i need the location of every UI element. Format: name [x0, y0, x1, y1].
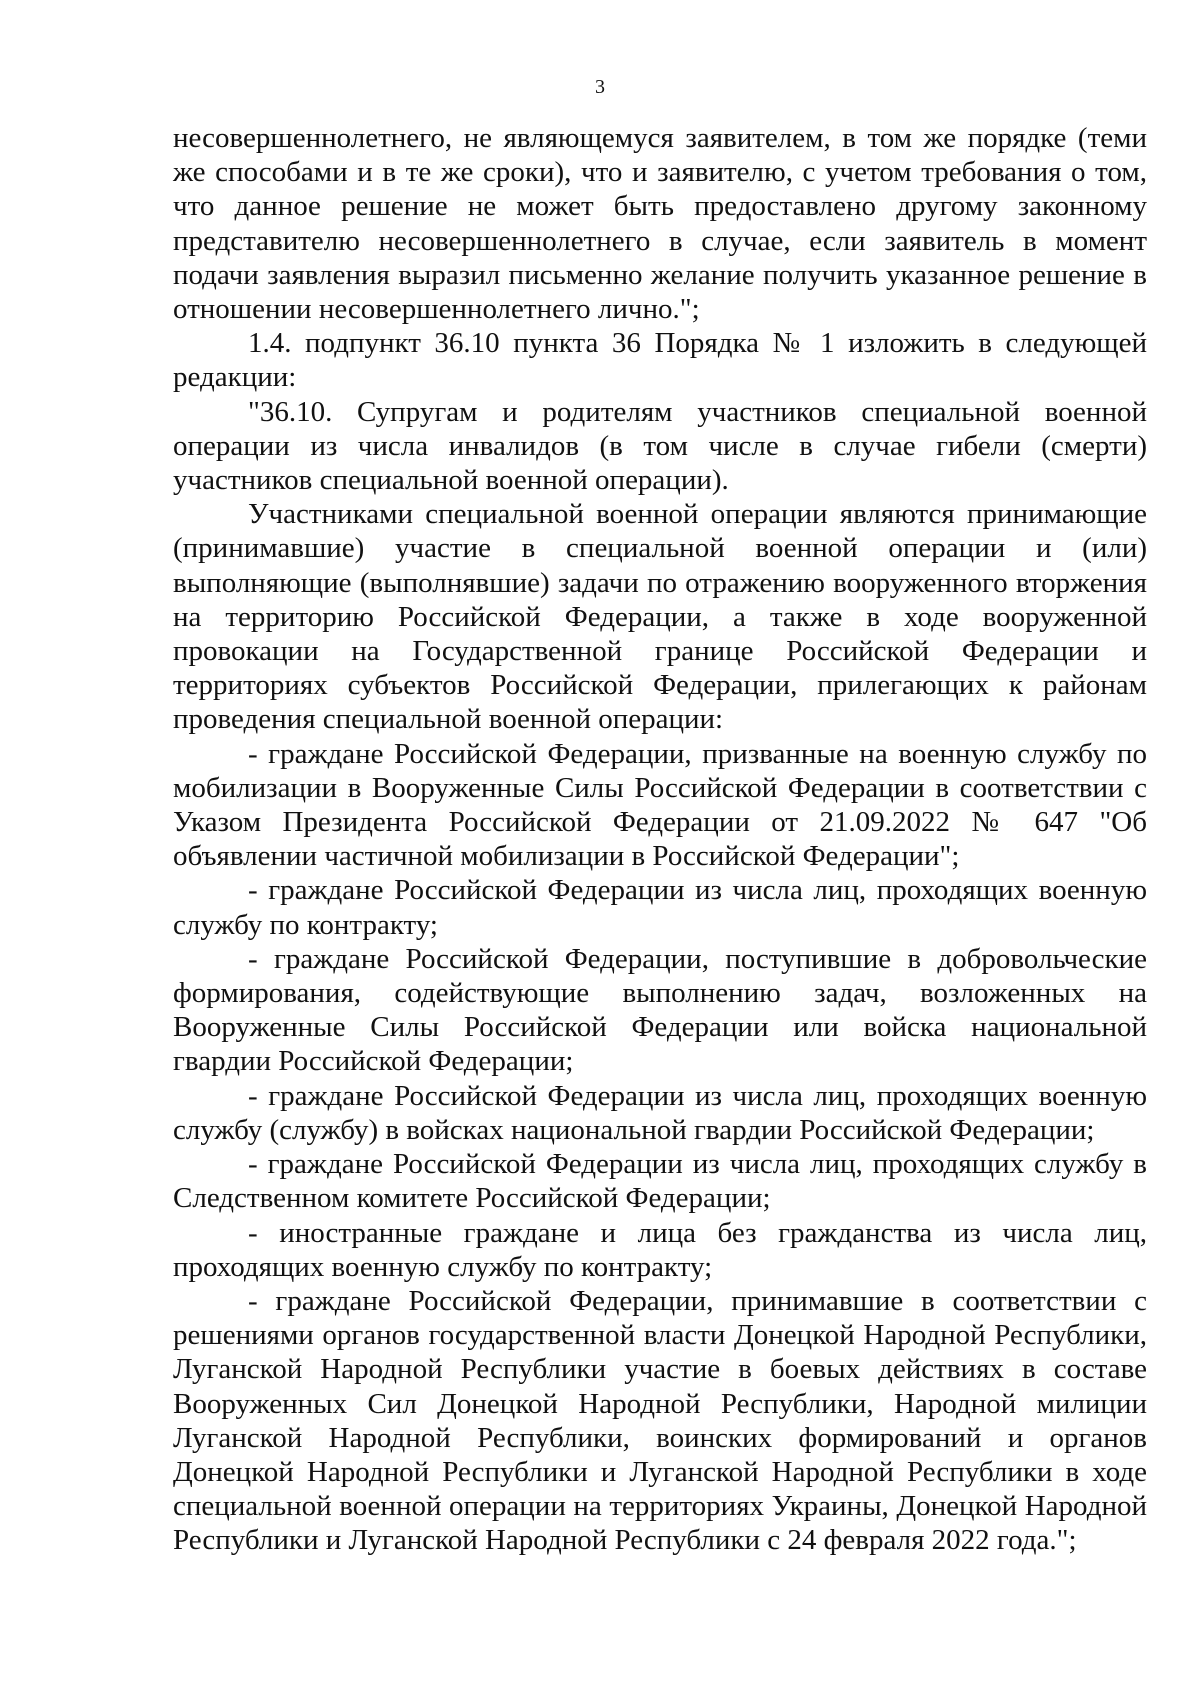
- list-item-mobilized: - граждане Российской Федерации, призванные на военную службу по мобилизации в Вооруженные Силы Российской Федерации в соответствии с Указом Президента Российской Федерации от 21.09.2022 № 647 "Об объявлении частичной мобилизации в Российской Федерации";: [173, 737, 1147, 873]
- list-item-foreign-citizens: - иностранные граждане и лица без гражданства из числа лиц, проходящих военную службу по контракту;: [173, 1216, 1147, 1283]
- paragraph-clause-36-10: "36.10. Супругам и родителям участников специальной военной операции из числа инвалидов (в том числе в случае гибели (смерти) участников специальной военной операции).: [173, 395, 1147, 497]
- list-item-contract-service: - граждане Российской Федерации из числа лиц, проходящих военную службу по контракту;: [173, 874, 1147, 941]
- page-number: 3: [595, 76, 605, 98]
- list-item-investigative-committee: - граждане Российской Федерации из числа лиц, проходящих службу в Следственном комитете Российской Федерации;: [173, 1148, 1147, 1215]
- document-body: [173, 121, 1147, 1558]
- paragraph-continuation: несовершеннолетнего, не являющемуся заявителем, в том же порядке (теми же способами и в те же сроки), что и заявителю, с учетом требования о том, что данное решение не может быть предоставлено другому законному представителю несовершеннолетнего в случае, если заявитель в момент подачи заявления выразил письменно желание получить указанное решение в отношении несовершеннолетнего лично.";: [173, 122, 1147, 326]
- paragraph-item-1-4: 1.4. подпункт 36.10 пункта 36 Порядка № 1 изложить в следующей редакции:: [173, 327, 1147, 394]
- list-item-dnr-lnr-participants: - граждане Российской Федерации, принимавшие в соответствии с решениями органов государственной власти Донецкой Народной Республики, Луганской Народной Республики участие в боевых действиях в составе Вооруженных Сил Донецкой Народной Республики, Народной милиции Луганской Народной Республики, воинских формирований и органов Донецкой Народной Республики и Луганской Народной Республики в ходе специальной военной операции на территориях Украины, Донецкой Народной Республики и Луганской Народной Республики с 24 февраля 2022 года.";: [173, 1284, 1147, 1557]
- list-item-volunteer-formations: - граждане Российской Федерации, поступившие в добровольческие формирования, содействующие выполнению задач, возложенных на Вооруженные Силы Российской Федерации или войска национальной гвардии Российской Федерации;: [173, 942, 1147, 1078]
- list-item-national-guard: - граждане Российской Федерации из числа лиц, проходящих военную службу (службу) в войсках национальной гвардии Российской Федерации;: [173, 1079, 1147, 1146]
- paragraph-participants-definition: Участниками специальной военной операции являются принимающие (принимавшие) участие в специальной военной операции и (или) выполняющие (выполнявшие) задачи по отражению вооруженного вторжения на территорию Российской Федерации, а также в ходе вооруженной провокации на Государственной границе Российской Федерации и территориях субъектов Российской Федерации, прилегающих к районам проведения специальной военной операции:: [173, 498, 1147, 736]
